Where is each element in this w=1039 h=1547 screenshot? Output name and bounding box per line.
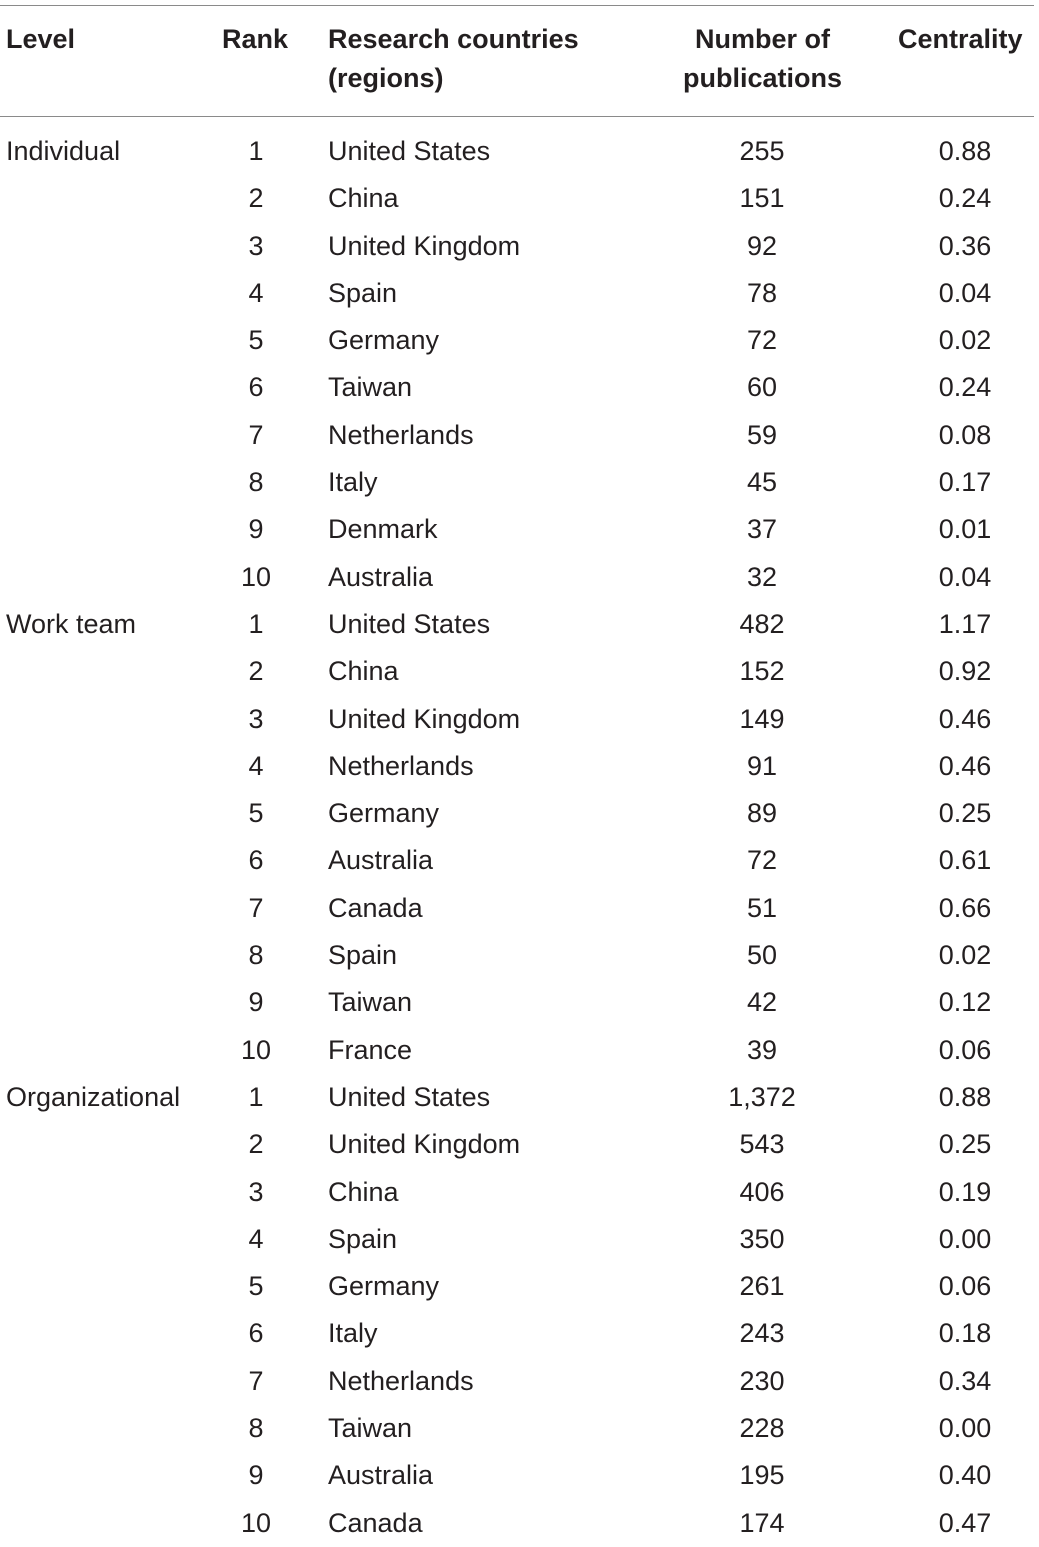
table-row <box>0 790 1039 837</box>
centrality-cell: 0.06 <box>938 1034 992 1065</box>
table-top-rule <box>0 5 1034 6</box>
publications-cell: 32 <box>746 561 778 592</box>
rank-cell: 4 <box>248 750 264 781</box>
country-cell: United States <box>328 1081 491 1112</box>
header-country-line1: Research countries <box>328 24 579 54</box>
header-level: Level <box>6 24 76 54</box>
table-row <box>0 412 1039 459</box>
centrality-cell: 1.17 <box>938 608 992 639</box>
centrality-cell: 0.36 <box>938 230 992 261</box>
centrality-cell: 0.04 <box>938 561 992 592</box>
centrality-cell: 0.12 <box>938 987 992 1018</box>
centrality-cell: 0.00 <box>938 1223 992 1254</box>
table-row <box>0 932 1039 979</box>
table-row <box>0 1310 1039 1357</box>
centrality-cell: 0.02 <box>938 325 992 356</box>
rank-cell: 3 <box>248 1176 264 1207</box>
publications-cell: 50 <box>746 940 778 971</box>
rank-cell: 7 <box>248 419 264 450</box>
country-cell: Australia <box>328 845 434 876</box>
rank-cell: 10 <box>240 1034 272 1065</box>
publications-cell: 72 <box>746 325 778 356</box>
rank-cell: 9 <box>248 1460 264 1491</box>
centrality-cell: 0.06 <box>938 1271 992 1302</box>
table-row <box>0 1027 1039 1074</box>
country-cell: Netherlands <box>328 1365 474 1396</box>
country-cell: United Kingdom <box>328 703 521 734</box>
publications-cell: 37 <box>746 514 778 545</box>
rank-cell: 8 <box>248 1413 264 1444</box>
table-row <box>0 364 1039 411</box>
centrality-cell: 0.46 <box>938 703 992 734</box>
country-cell: Italy <box>328 467 378 498</box>
publications-cell: 45 <box>746 467 778 498</box>
country-cell: Italy <box>328 1318 378 1349</box>
country-cell: China <box>328 183 399 214</box>
publications-cell: 151 <box>739 183 785 214</box>
table-row <box>0 1452 1039 1499</box>
header-centrality: Centrality <box>898 24 1023 54</box>
publications-cell: 39 <box>746 1034 778 1065</box>
publications-cell: 59 <box>746 419 778 450</box>
centrality-cell: 0.34 <box>938 1365 992 1396</box>
centrality-cell: 0.17 <box>938 467 992 498</box>
publications-cell: 92 <box>746 230 778 261</box>
country-cell: Spain <box>328 1223 398 1254</box>
table-row <box>0 1074 1039 1121</box>
header-country-line2: (regions) <box>328 63 444 93</box>
country-cell: France <box>328 1034 413 1065</box>
centrality-cell: 0.01 <box>938 514 992 545</box>
rank-cell: 1 <box>248 1081 264 1112</box>
centrality-cell: 0.02 <box>938 940 992 971</box>
centrality-cell: 0.25 <box>938 798 992 829</box>
rank-cell: 6 <box>248 1318 264 1349</box>
publications-cell: 350 <box>739 1223 785 1254</box>
rank-cell: 10 <box>240 1507 272 1538</box>
centrality-cell: 0.61 <box>938 845 992 876</box>
table-row <box>0 1121 1039 1168</box>
country-cell: Taiwan <box>328 987 413 1018</box>
table-row <box>0 743 1039 790</box>
country-cell: Taiwan <box>328 372 413 403</box>
centrality-cell: 0.88 <box>938 1081 992 1112</box>
publications-cell: 482 <box>739 608 785 639</box>
country-cell: Germany <box>328 325 440 356</box>
publications-cell: 152 <box>739 656 785 687</box>
rank-cell: 9 <box>248 987 264 1018</box>
table-row <box>0 128 1039 175</box>
table-row <box>0 1358 1039 1405</box>
table-row <box>0 175 1039 222</box>
table-row <box>0 648 1039 695</box>
publications-cell: 1,372 <box>728 1081 796 1112</box>
level-cell: Organizational <box>6 1081 181 1112</box>
country-cell: China <box>328 656 399 687</box>
centrality-cell: 0.04 <box>938 277 992 308</box>
table-row <box>0 554 1039 601</box>
centrality-cell: 0.46 <box>938 750 992 781</box>
rank-cell: 3 <box>248 230 264 261</box>
header-country <box>328 20 579 98</box>
publications-cell: 42 <box>746 987 778 1018</box>
centrality-cell: 0.24 <box>938 372 992 403</box>
table-row <box>0 1216 1039 1263</box>
header-publications-line2: publications <box>682 63 842 93</box>
centrality-cell: 0.25 <box>938 1129 992 1160</box>
rank-cell: 4 <box>248 277 264 308</box>
country-cell: Spain <box>328 277 398 308</box>
country-cell: Netherlands <box>328 750 474 781</box>
publications-cell: 78 <box>746 277 778 308</box>
centrality-cell: 0.00 <box>938 1413 992 1444</box>
centrality-cell: 0.08 <box>938 419 992 450</box>
publications-cell: 195 <box>739 1460 785 1491</box>
publications-cell: 243 <box>739 1318 785 1349</box>
rank-cell: 4 <box>248 1223 264 1254</box>
country-cell: Canada <box>328 892 423 923</box>
publications-cell: 51 <box>746 892 778 923</box>
rank-cell: 9 <box>248 514 264 545</box>
rank-cell: 6 <box>248 372 264 403</box>
country-cell: United Kingdom <box>328 230 521 261</box>
country-cell: Germany <box>328 1271 440 1302</box>
country-cell: United States <box>328 136 491 166</box>
rank-cell: 5 <box>248 325 264 356</box>
table-header <box>0 20 1039 110</box>
level-cell: Individual <box>6 136 121 166</box>
rank-cell: 2 <box>248 1129 264 1160</box>
country-cell: Netherlands <box>328 419 474 450</box>
table-row <box>0 1263 1039 1310</box>
rank-cell: 7 <box>248 1365 264 1396</box>
centrality-cell: 0.19 <box>938 1176 992 1207</box>
header-rank: Rank <box>222 24 289 54</box>
table-row <box>0 1169 1039 1216</box>
centrality-cell: 0.92 <box>938 656 992 687</box>
rank-cell: 8 <box>248 467 264 498</box>
rank-cell: 1 <box>248 608 264 639</box>
centrality-cell: 0.24 <box>938 183 992 214</box>
publications-cell: 228 <box>739 1413 785 1444</box>
table-row <box>0 506 1039 553</box>
publications-cell: 149 <box>739 703 785 734</box>
table-row <box>0 979 1039 1026</box>
centrality-cell: 0.88 <box>938 136 992 166</box>
centrality-cell: 0.40 <box>938 1460 992 1491</box>
table-row <box>0 223 1039 270</box>
publications-cell: 174 <box>739 1507 785 1538</box>
rank-cell: 2 <box>248 656 264 687</box>
country-cell: China <box>328 1176 399 1207</box>
rank-cell: 2 <box>248 183 264 214</box>
publications-cell: 406 <box>739 1176 785 1207</box>
country-cell: Taiwan <box>328 1413 413 1444</box>
table-header-rule <box>0 116 1034 117</box>
table-row <box>0 459 1039 506</box>
country-cell: Canada <box>328 1507 423 1538</box>
rank-cell: 3 <box>248 703 264 734</box>
country-cell: Australia <box>328 1460 434 1491</box>
country-cell: United Kingdom <box>328 1129 521 1160</box>
country-cell: Australia <box>328 561 434 592</box>
centrality-cell: 0.47 <box>938 1507 992 1538</box>
rank-cell: 5 <box>248 798 264 829</box>
header-publications <box>660 20 865 98</box>
publications-cell: 230 <box>739 1365 785 1396</box>
rank-cell: 8 <box>248 940 264 971</box>
header-publications-line1: Number of <box>695 24 830 54</box>
table-row <box>0 1405 1039 1452</box>
table-row <box>0 317 1039 364</box>
centrality-cell: 0.18 <box>938 1318 992 1349</box>
publications-cell: 255 <box>739 136 785 166</box>
rank-cell: 1 <box>248 136 264 166</box>
rank-cell: 10 <box>240 561 272 592</box>
country-cell: Denmark <box>328 514 438 545</box>
table-body <box>0 128 1039 1547</box>
rank-cell: 7 <box>248 892 264 923</box>
publications-cell: 89 <box>746 798 778 829</box>
publications-cell: 60 <box>746 372 778 403</box>
table-row <box>0 696 1039 743</box>
centrality-cell: 0.66 <box>938 892 992 923</box>
publications-cell: 72 <box>746 845 778 876</box>
table-row <box>0 837 1039 884</box>
publications-cell: 91 <box>746 750 778 781</box>
publications-cell: 261 <box>739 1271 785 1302</box>
country-cell: United States <box>328 608 491 639</box>
table-row <box>0 270 1039 317</box>
table-row <box>0 885 1039 932</box>
table-row <box>0 601 1039 648</box>
country-cell: Spain <box>328 940 398 971</box>
rank-cell: 6 <box>248 845 264 876</box>
level-cell: Work team <box>6 608 137 639</box>
rank-cell: 5 <box>248 1271 264 1302</box>
publications-cell: 543 <box>739 1129 785 1160</box>
country-cell: Germany <box>328 798 440 829</box>
